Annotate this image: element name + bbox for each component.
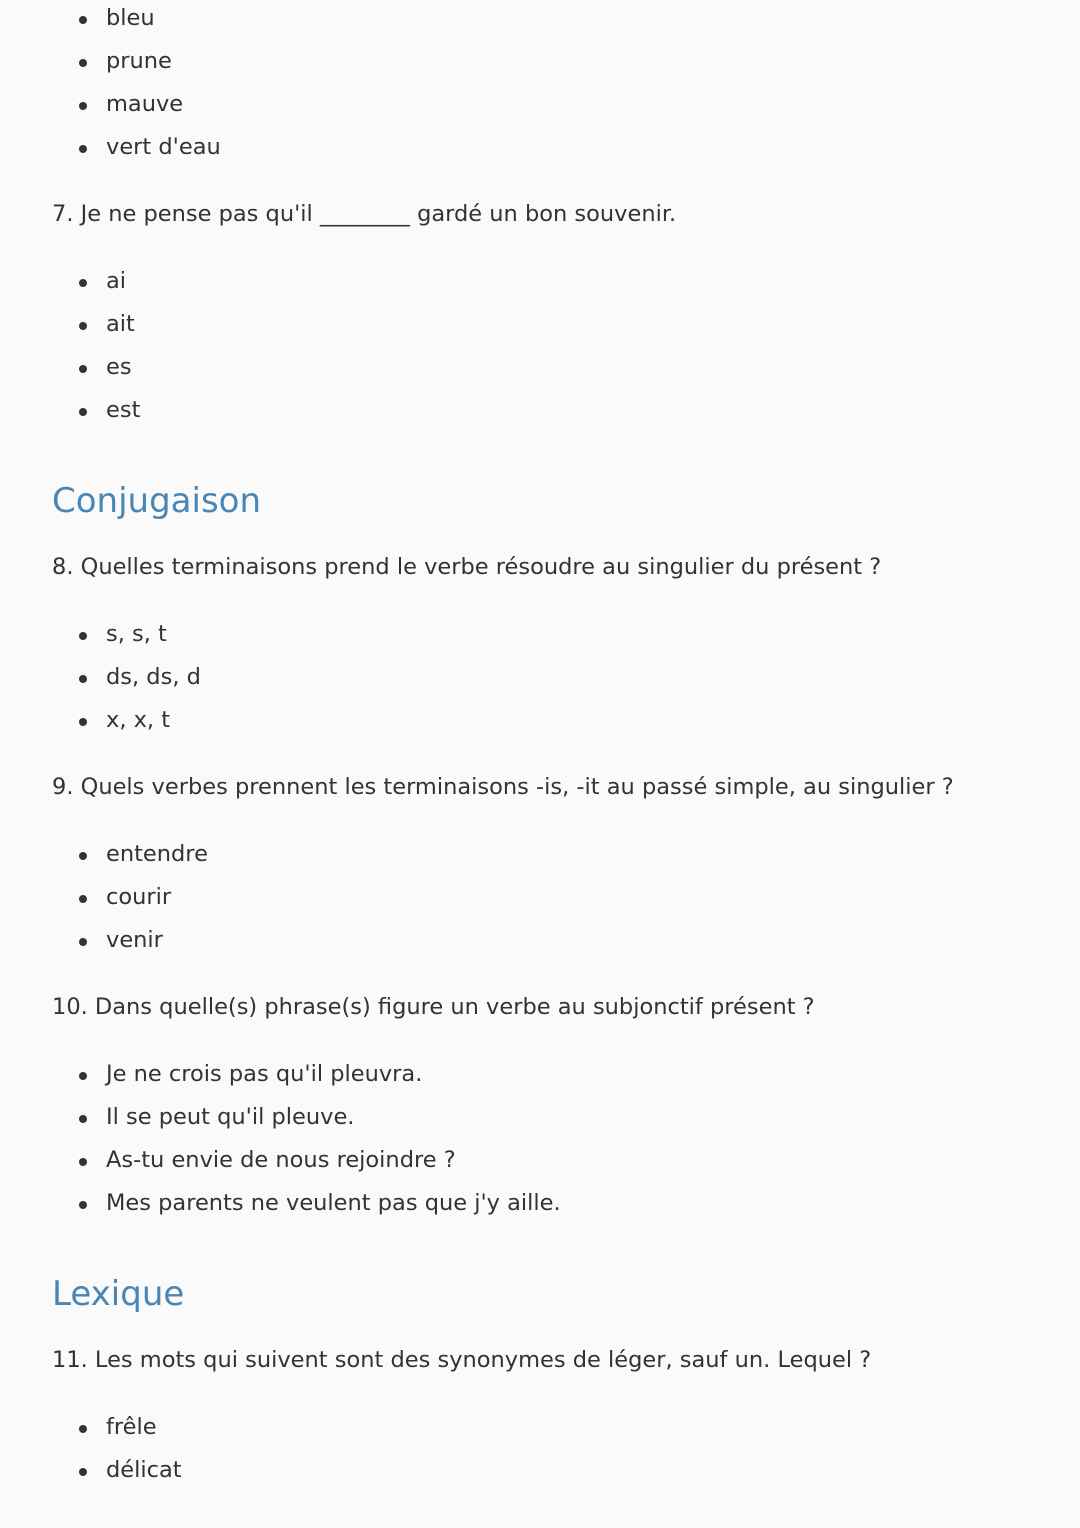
question-text: 10. Dans quelle(s) phrase(s) figure un verbe au subjonctif présent ? [52,994,815,1020]
answer-option-text: Il se peut qu'il pleuve. [106,1104,355,1130]
bullet-icon [79,16,87,24]
answer-option-text: mauve [106,91,184,117]
answer-option-text: délicat [106,1457,182,1483]
bullet-icon [79,365,87,373]
bullet-icon [79,852,87,860]
bullet-icon [79,59,87,67]
bullet-icon [79,145,87,153]
answer-option [106,656,1028,699]
bullet-icon [79,408,87,416]
answer-option [106,1406,1028,1449]
bullet-icon [79,718,87,726]
answer-option [106,126,1028,169]
bullet-icon [79,1468,87,1476]
bullet-icon [79,632,87,640]
answer-options-list [52,1053,1028,1225]
answer-option-text: es [106,354,132,380]
bullet-icon [79,675,87,683]
bullet-icon [79,1115,87,1123]
answer-option-text: courir [106,884,172,910]
answer-option-text: As-tu envie de nous rejoindre ? [106,1147,456,1173]
section-heading: Conjugaison [52,481,262,521]
answer-option-text: frêle [106,1414,157,1440]
answer-option [106,40,1028,83]
bullet-icon [79,322,87,330]
answer-options-list [52,833,1028,962]
answer-options-list [52,260,1028,432]
answer-option [106,1449,1028,1492]
answer-option-text: entendre [106,841,208,867]
answer-option-text: ds, ds, d [106,664,201,690]
answer-option-text: est [106,397,141,423]
answer-option [106,1182,1028,1225]
question-text: 7. Je ne pense pas qu'il ________ gardé un bon souvenir. [52,201,677,227]
answer-option [106,389,1028,432]
answer-option [106,1139,1028,1182]
answer-option-text: bleu [106,5,155,31]
answer-option-text: venir [106,927,163,953]
answer-options-list [52,613,1028,742]
question-text: 11. Les mots qui suivent sont des synonymes de léger, sauf un. Lequel ? [52,1347,872,1373]
answer-option [106,919,1028,962]
question-text: 8. Quelles terminaisons prend le verbe résoudre au singulier du présent ? [52,554,882,580]
answer-option-text: prune [106,48,172,74]
bullet-icon [79,895,87,903]
bullet-icon [79,1072,87,1080]
answer-option [106,833,1028,876]
answer-option [106,699,1028,742]
answer-option-text: ai [106,268,127,294]
answer-option [106,1096,1028,1139]
section-heading: Lexique [52,1274,185,1314]
answer-option-text: Mes parents ne veulent pas que j'y aille. [106,1190,561,1216]
answer-option [106,260,1028,303]
bullet-icon [79,279,87,287]
bullet-icon [79,938,87,946]
answer-option-text: ait [106,311,135,337]
answer-option [106,1053,1028,1096]
bullet-icon [79,1201,87,1209]
bullet-icon [79,1158,87,1166]
answer-option [106,613,1028,656]
bullet-icon [79,102,87,110]
answer-options-list [52,0,1028,169]
answer-option [106,0,1028,40]
answer-option [106,83,1028,126]
answer-option [106,346,1028,389]
answer-option [106,303,1028,346]
answer-option-text: vert d'eau [106,134,221,160]
question-text: 9. Quels verbes prennent les terminaisons -is, -it au passé simple, au singulier ? [52,774,954,800]
answer-option-text: s, s, t [106,621,167,647]
answer-options-list [52,1406,1028,1492]
answer-option-text: Je ne crois pas qu'il pleuvra. [106,1061,423,1087]
answer-option-text: x, x, t [106,707,171,733]
answer-option [106,876,1028,919]
bullet-icon [79,1425,87,1433]
